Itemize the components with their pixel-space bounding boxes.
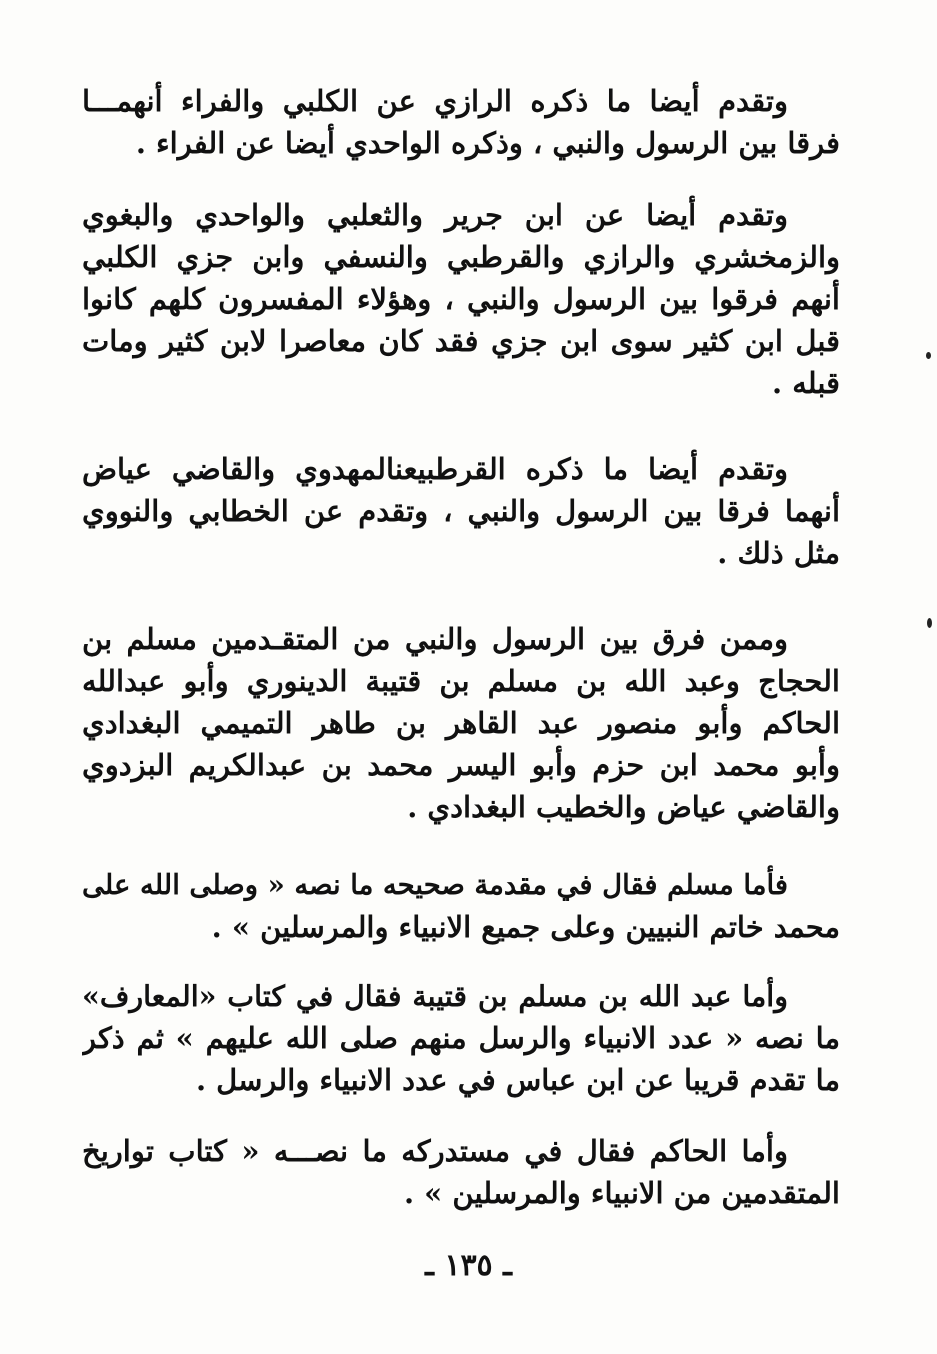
paragraph-line: وأما الحاكم فقال في مستدركه ما نصـــه « كتاب تواريخ (82, 1134, 788, 1168)
paragraph-1 (82, 80, 840, 164)
paragraph-line: وتقدم أيضا ما ذكره القرطبيعنالمهدوي والقاضي عياض (82, 452, 788, 486)
paragraph-line: ما تقدم قريبا عن ابن عباس في عدد الانبياء والرسل . (195, 1063, 840, 1097)
paragraph-line: المتقدمين من الانبياء والمرسلين » . (403, 1176, 840, 1210)
paragraph-line: فرقا بين الرسول والنبي ، وذكره الواحدي أيضا عن الفراء . (135, 126, 840, 160)
paragraph-line: أنهم فرقوا بين الرسول والنبي ، وهؤلاء المفسرون كلهم كانوا (82, 282, 840, 316)
paragraph-line: والزمخشري والرازي والقرطبي والنسفي وابن جزي الكلبي (82, 240, 840, 274)
paragraph-line: قبله . (772, 366, 840, 400)
paragraph-line: محمد خاتم النبيين وعلى جميع الانبياء والمرسلين » . (211, 910, 840, 944)
paragraph-line: فأما مسلم فقال في مقدمة صحيحه ما نصه « وصلى الله على (82, 869, 788, 901)
paragraph-line: قبل ابن كثير سوى ابن جزي فقد كان معاصرا لابن كثير ومات (82, 324, 840, 358)
paragraph-6 (82, 975, 840, 1101)
paragraph-7 (82, 1130, 840, 1214)
paragraph-5 (82, 864, 840, 948)
paragraph-line: وممن فرق بين الرسول والنبي من المتقـدمين مسلم بن (82, 622, 788, 656)
paragraph-line: الحاكم وأبو منصور عبد القاهر بن طاهر التميمي البغدادي (82, 706, 840, 740)
paragraph-line: والقاضي عياض والخطيب البغدادي . (407, 790, 840, 824)
paragraph-4 (82, 618, 840, 828)
paragraph-line: مثل ذلك . (717, 536, 840, 570)
paragraph-line: أنهما فرقا بين الرسول والنبي ، وتقدم عن الخطابي والنووي (82, 494, 840, 528)
page-number: ـ ١٣٥ ـ (425, 1248, 512, 1283)
paragraph-2 (82, 194, 840, 404)
paragraph-line: ما نصه « عدد الانبياء والرسل منهم صلى الله عليهم » ثم ذكر (82, 1021, 840, 1055)
paragraph-line: وأبو محمد ابن حزم وأبو اليسر محمد بن عبدالكريم البزدوي (82, 748, 840, 782)
paragraph-line: وتقدم أيضا ما ذكره الرازي عن الكلبي والفراء أنهمـــا (82, 84, 788, 118)
paragraph-line: وأما عبد الله بن مسلم بن قتيبة فقال في كتاب «المعارف» (82, 979, 788, 1013)
paragraph-line: وتقدم أيضا عن ابن جرير والثعلبي والواحدي والبغوي (82, 198, 788, 232)
paragraph-line: الحجاج وعبد الله بن مسلم بن قتيبة الدينوري وأبو عبدالله (82, 664, 840, 698)
paragraph-3 (82, 448, 840, 574)
scan-speck (927, 618, 932, 628)
scan-speck (926, 352, 931, 359)
